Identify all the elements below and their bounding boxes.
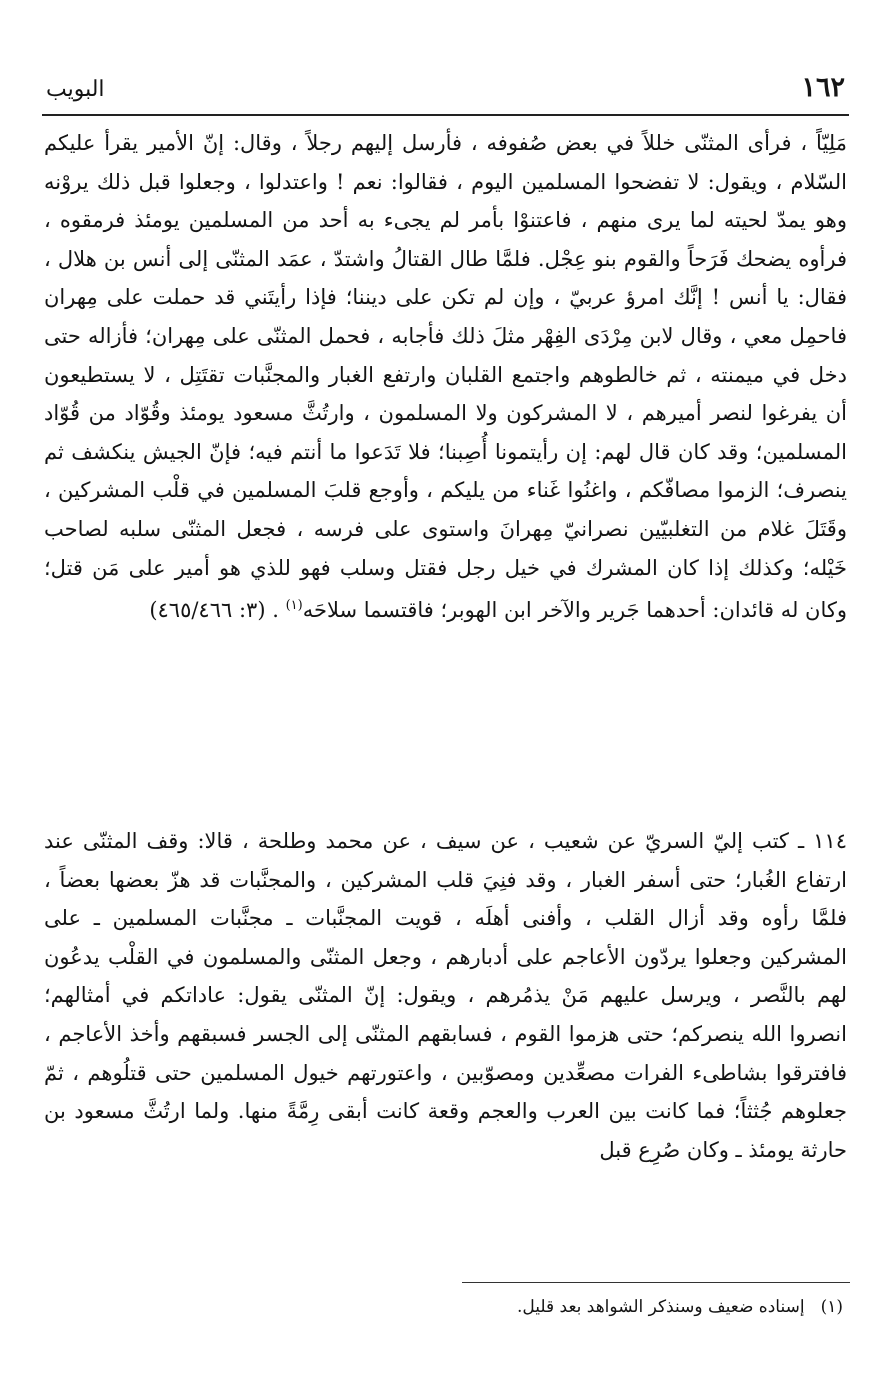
header-divider xyxy=(42,114,849,116)
footnote-divider xyxy=(462,1282,850,1283)
page-header xyxy=(46,72,845,103)
running-title: البويب xyxy=(46,77,105,102)
paragraph-2-text: ١١٤ ـ كتب إليّ السريّ عن شعيب ، عن سيف ، عن محمد وطلحة ، قالا: وقف المثنّى عند ارتفاع الغُبار؛ حتى أسفر الغبار ، وقد فنِيَ قلب المشركين ، والمجنَّبات قد هزّ بعضها بعضاً ، فلمَّا رأوه وقد أزال القلب ، وأفنى أهلَه ، قويت المجنَّبات ـ مجنَّبات المسلمين ـ على المشركين وجعلوا يردّون الأعاجم على أدبارهم ، وجعل المثنّى والمسلمون في القلْب يدعُون لهم بالنَّصر ، ويرسل عليهم مَنْ يذمُرهم ، ويقول: إنّ المثنّى يقول: عاداتكم في أمثالهم؛ انصروا الله ينصركم؛ حتى هزموا القوم ، فسابقهم المثنّى إلى الجسر فسبقهم وأخذ الأعاجم ، فافترقوا بشاطىء الفرات مصعِّدين ومصوّبين ، واعتورتهم خيول المسلمين حتى قتلُوهم ، ثمّ جعلوهم جُثثاً؛ فما كانت بين العرب والعجم وقعة كانت أبقى رِمَّةً منها. ولما ارتُثَّ مسعود بن حارثة يومئذ ـ وكان صُرِع قبل xyxy=(44,829,847,1162)
citation: . (٣: ٤٦٥/٤٦٦) xyxy=(149,598,279,623)
footnote xyxy=(44,1292,843,1322)
paragraph-1-text: مَلِيّاً ، فرأى المثنّى خللاً في بعض صُفوفه ، فأرسل إليهم رجلاً ، وقال: إنّ الأمير يقرأ عليكم السّلام ، ويقول: لا تفضحوا المسلمين اليوم ، فقالوا: نعم ! واعتدلوا ، وجعلوا قبل ذلك يروْنه وهو يمدّ لحيته لما يرى منهم ، فاعتنوْا بأمر لم يجىء به أحد من المسلمين يومئذ فرمقوه ، فرأوه يضحك فَرَحاً والقوم بنو عِجْل. فلمَّا طال القتالُ واشتدّ ، عمَد المثنّى إلى أنس بن هلال ، فقال: يا أنس ! إنَّك امرؤ عربيّ ، وإن لم تكن على ديننا؛ فإذا رأيتَني قد حملت على مِهران فاحمِل معي ، وقال لابن مِرْدَى الفِهْر مثلَ ذلك فأجابه ، فحمل المثنّى على مِهران؛ فأزاله حتى دخل في ميمنته ، ثم خالطوهم واجتمع القلبان وارتفع الغبار والمجنَّبات تقتَتِل ، لا يستطيعون أن يفرغوا لنصر أميرهم ، لا المشركون ولا المسلمون ، وارتُثَّ مسعود يومئذ وقُوّاد من قُوّاد المسلمين؛ وقد كان قال لهم: إن رأيتمونا أُصِبنا؛ فلا تَدَعوا ما أنتم فيه؛ فإنّ الجيش ينكشف ثم ينصرف؛ الزموا مصافّكم ، واغنُوا غَناء من يليكم ، وأوجع قلبَ المسلمين في قلْب المشركين ، وقَتَلَ غلام من التغلبيّين نصرانيّ مِهرانَ واستوى على فرسه ، فجعل المثنّى سلبه لصاحب خَيْله؛ وكذلك إذا كان المشرك في خيل رجل فقتل وسلب فهو للذي هو أمير على مَن قتل؛ وكان له قائدان: أحدهما جَرير والآخر ابن الهوبر؛ فاقتسما سلاحَه xyxy=(44,131,847,623)
footnote-text: إسناده ضعيف وسنذكر الشواهد بعد قليل. xyxy=(516,1297,805,1317)
footnote-reference: (١) xyxy=(285,598,303,614)
body-paragraph-2 xyxy=(44,822,847,1169)
body-paragraph-1 xyxy=(44,124,847,630)
page-number: ١٦٢ xyxy=(801,72,845,103)
footnote-marker: (١) xyxy=(820,1297,843,1317)
